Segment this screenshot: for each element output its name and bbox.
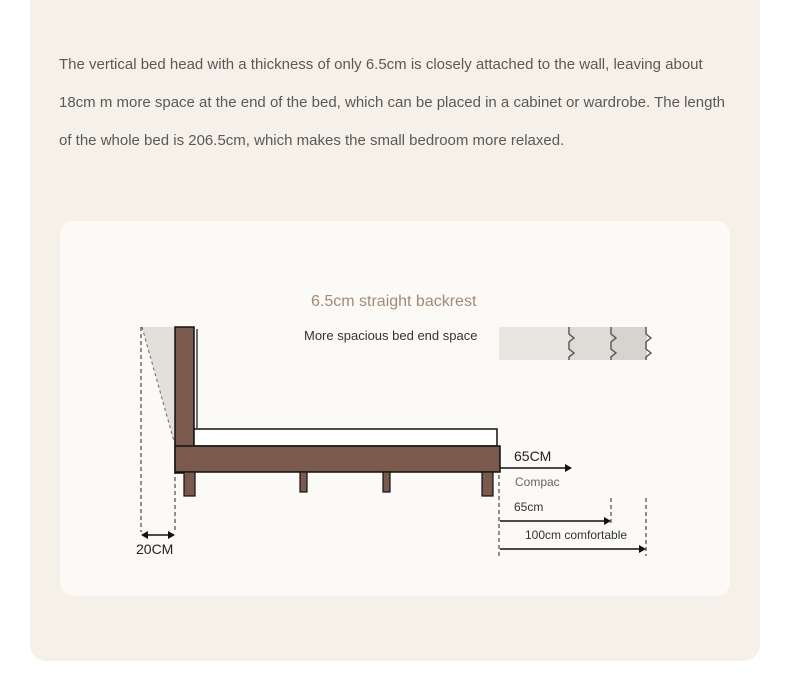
end-space-label: 65CM: [514, 448, 552, 464]
compact-label: Compac: [515, 475, 560, 489]
comfortable-label: 100cm comfortable: [525, 528, 628, 542]
wall-gap-arrow-head-left: [141, 531, 148, 539]
compact-arrow-head: [604, 517, 611, 525]
wall-gap-arrow-head-right: [168, 531, 175, 539]
mattress: [194, 429, 497, 446]
bed-leg-2: [300, 472, 307, 492]
bed-leg-4: [482, 472, 493, 496]
end-space-zone-1: [499, 327, 569, 360]
comfortable-arrow-head: [639, 545, 646, 553]
end-space-zone-2: [569, 327, 611, 360]
compact-value-label: 65cm: [514, 500, 544, 514]
wall-gap-label: 20CM: [136, 541, 174, 557]
diagram-subtitle: More spacious bed end space: [304, 328, 478, 343]
end-space-arrow-head: [565, 464, 572, 472]
bed-leg-1: [184, 472, 195, 496]
description-paragraph: The vertical bed head with a thickness of only 6.5cm is closely attached to the wall, leaving about 18cm m more space at the end of the bed, which can be placed in a cabinet or wardrobe. The length of the whole bed is 206.5cm, which makes the small bedroom more relaxed.: [59, 56, 725, 149]
diagram-title: 6.5cm straight backrest: [311, 293, 477, 310]
bed-frame: [175, 446, 500, 472]
bed-leg-3: [383, 472, 390, 492]
end-space-zone-3: [611, 327, 647, 360]
